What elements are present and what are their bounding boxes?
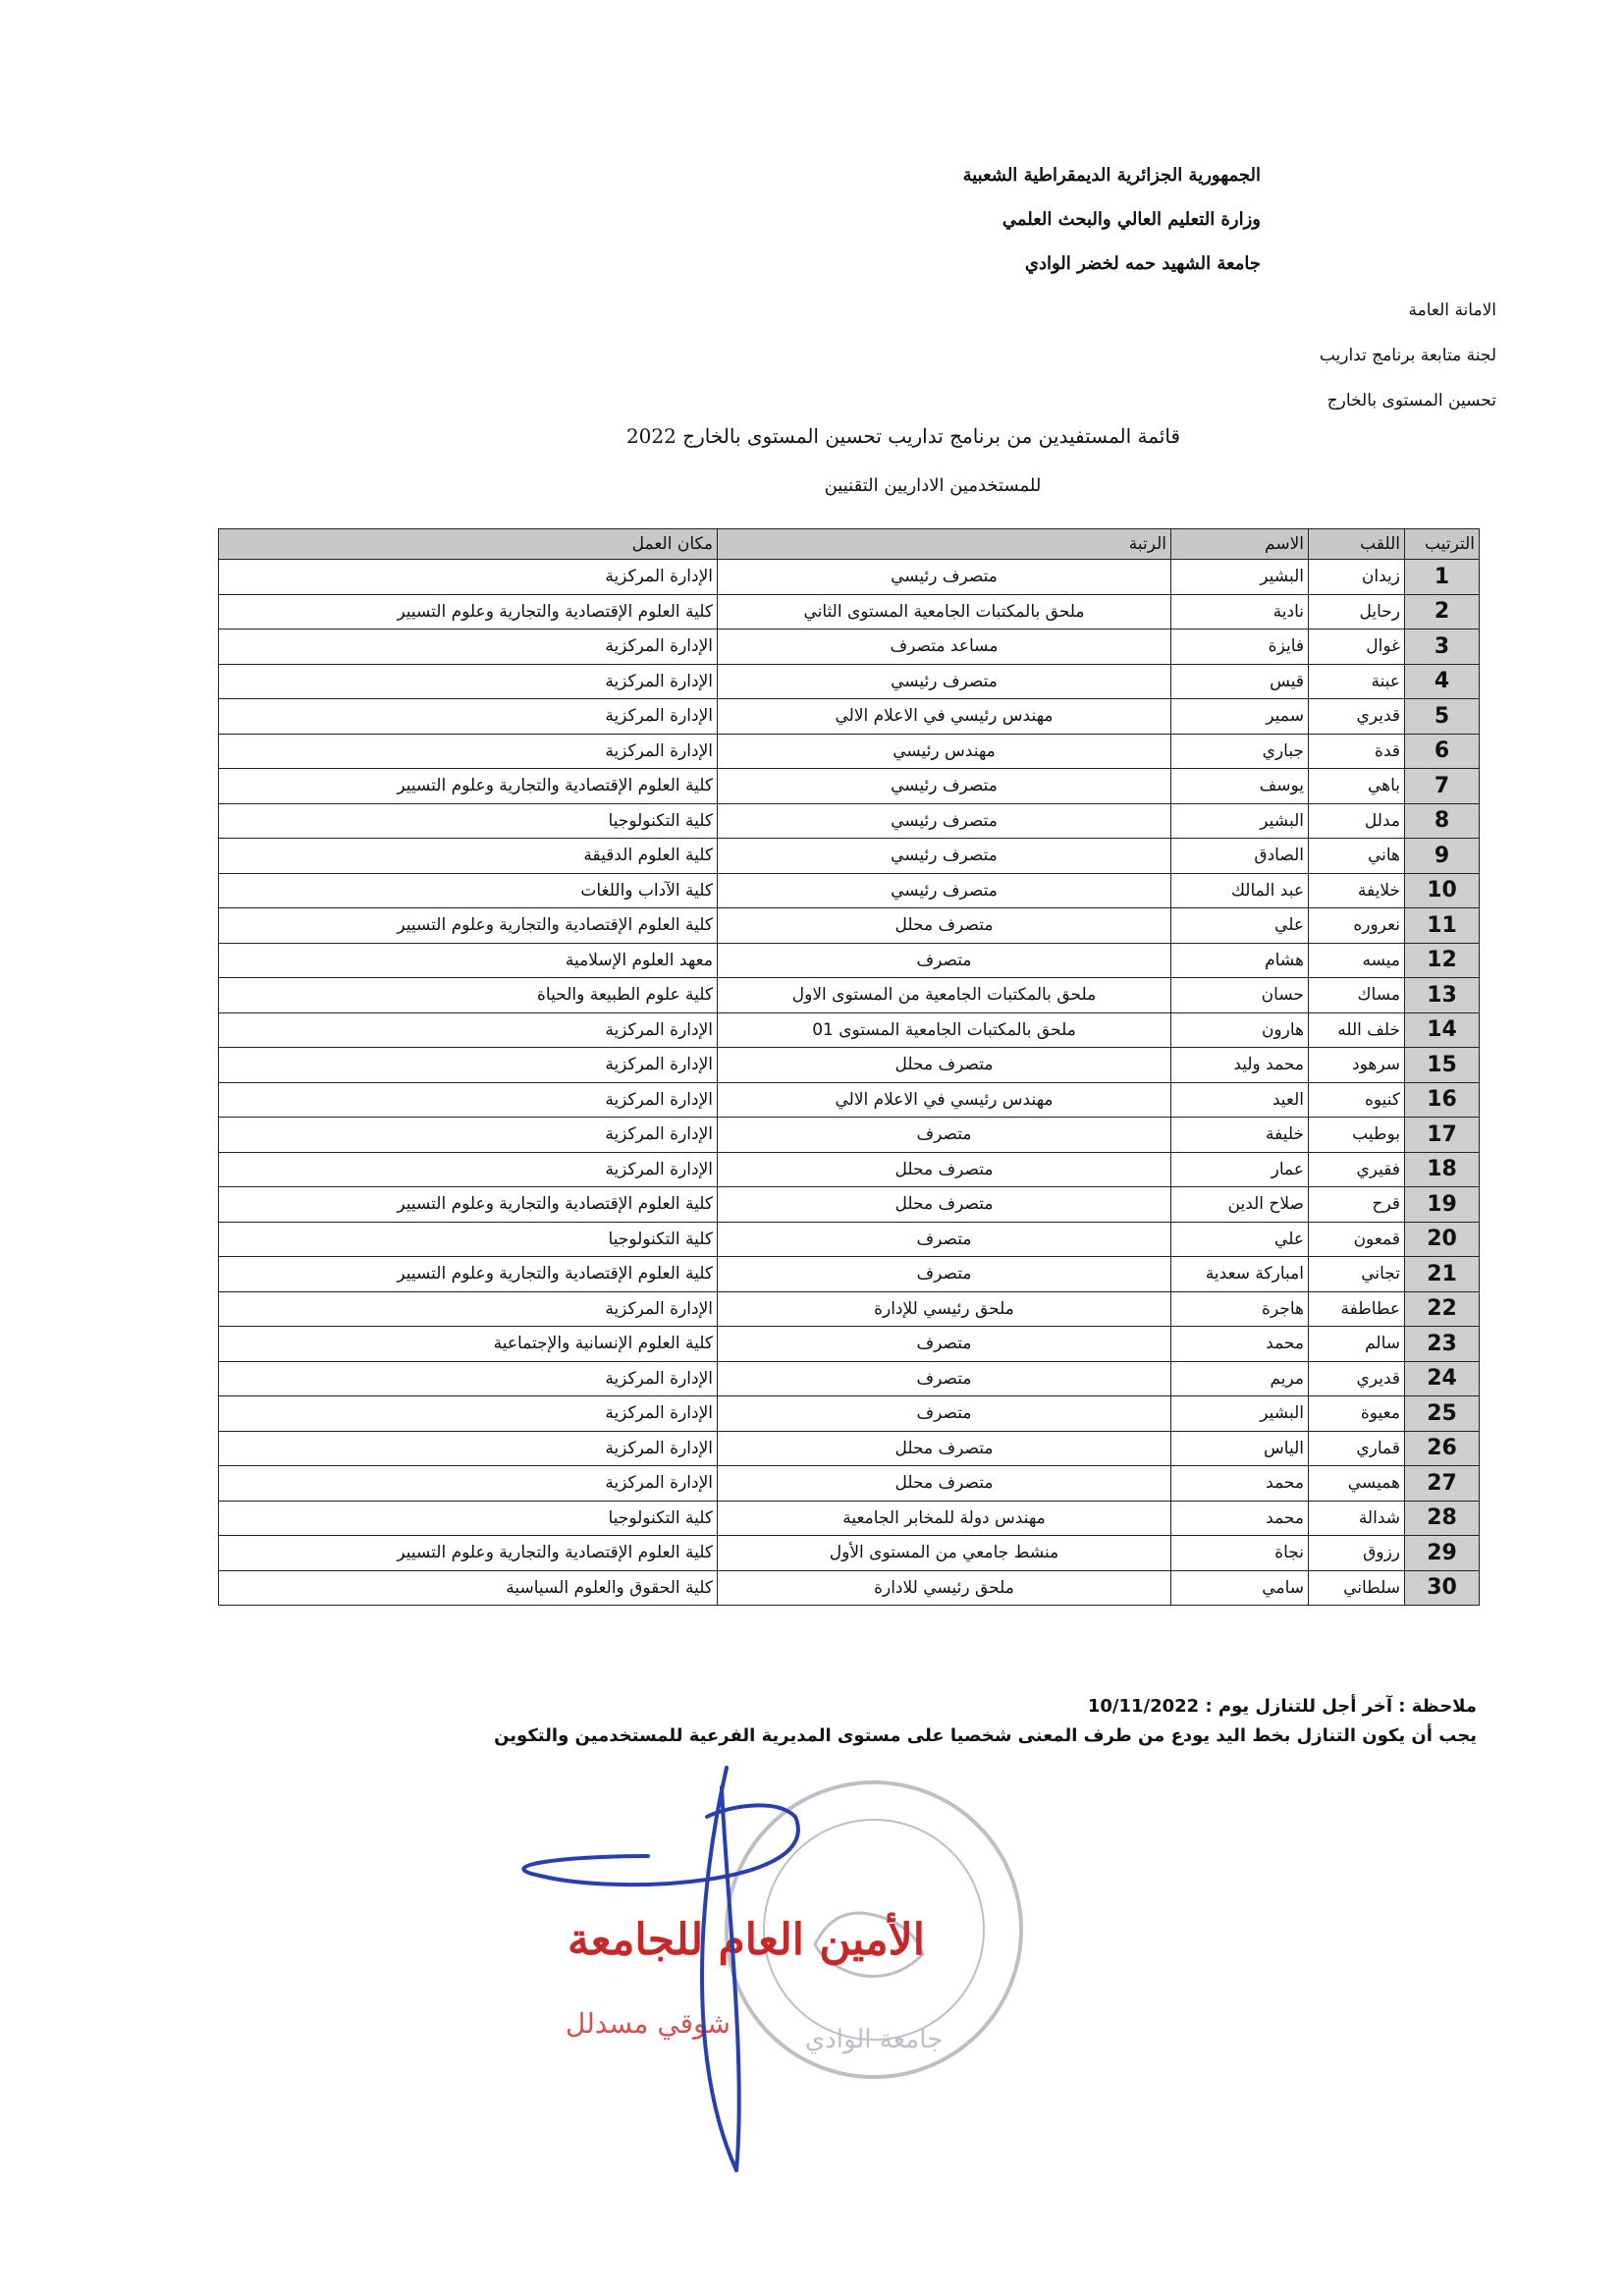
cell-grade: متصرف محلل [718, 908, 1171, 944]
cell-workplace: كلية العلوم الإقتصادية والتجارية وعلوم التسيير [219, 769, 718, 804]
cell-rank: 28 [1405, 1501, 1480, 1536]
table-row [219, 1152, 1480, 1187]
cell-firstname: علي [1171, 908, 1309, 944]
cell-grade: متصرف رئيسي [718, 803, 1171, 839]
cell-rank: 4 [1405, 664, 1480, 699]
cell-firstname: مريم [1171, 1361, 1309, 1396]
table-row [219, 699, 1480, 735]
cell-rank: 7 [1405, 769, 1480, 804]
table-row [219, 1396, 1480, 1432]
table-row [219, 560, 1480, 595]
cell-surname: قمعون [1309, 1222, 1405, 1257]
cell-workplace: كلية العلوم الإقتصادية والتجارية وعلوم التسيير [219, 1257, 718, 1292]
table-row [219, 1082, 1480, 1118]
cell-grade: متصرف [718, 1361, 1171, 1396]
cell-firstname: صلاح الدين [1171, 1187, 1309, 1223]
cell-workplace: كلية العلوم الإقتصادية والتجارية وعلوم التسيير [219, 594, 718, 629]
table-row [219, 734, 1480, 769]
cell-workplace: الإدارة المركزية [219, 664, 718, 699]
cell-firstname: هاجرة [1171, 1291, 1309, 1327]
table-row [219, 1048, 1480, 1083]
cell-rank: 16 [1405, 1082, 1480, 1118]
cell-rank: 18 [1405, 1152, 1480, 1187]
cell-surname: قدة [1309, 734, 1405, 769]
cell-rank: 27 [1405, 1466, 1480, 1502]
cell-firstname: محمد [1171, 1501, 1309, 1536]
table-row [219, 1466, 1480, 1502]
cell-firstname: عمار [1171, 1152, 1309, 1187]
col-surname-header: اللقب [1309, 529, 1405, 560]
cell-firstname: محمد وليد [1171, 1048, 1309, 1083]
cell-rank: 19 [1405, 1187, 1480, 1223]
cell-firstname: حسان [1171, 978, 1309, 1013]
cell-grade: متصرف رئيسي [718, 664, 1171, 699]
cell-workplace: كلية الآداب واللغات [219, 873, 718, 908]
university-title: جامعة الشهيد حمه لخضر الوادي [1024, 253, 1261, 274]
cell-grade: متصرف محلل [718, 1048, 1171, 1083]
cell-workplace: الإدارة المركزية [219, 1291, 718, 1327]
document-title: قائمة المستفيدين من برنامج تداريب تحسين المستوى بالخارج 2022 [625, 424, 1181, 448]
cell-grade: متصرف [718, 1222, 1171, 1257]
document-subtitle: للمستخدمين الاداريين التقنيين [824, 475, 1042, 496]
cell-workplace: كلية العلوم الدقيقة [219, 839, 718, 874]
cell-surname: فقيري [1309, 1152, 1405, 1187]
cell-firstname: محمد [1171, 1466, 1309, 1502]
cell-workplace: الإدارة المركزية [219, 560, 718, 595]
col-firstname-header: الاسم [1171, 529, 1309, 560]
cell-firstname: البشير [1171, 1396, 1309, 1432]
cell-surname: سالم [1309, 1327, 1405, 1362]
stamp-name: شوقي مسدلل [566, 2007, 731, 2040]
table-body [219, 560, 1480, 1606]
cell-grade: متصرف محلل [718, 1431, 1171, 1466]
cell-rank: 20 [1405, 1222, 1480, 1257]
cell-firstname: الياس [1171, 1431, 1309, 1466]
cell-rank: 21 [1405, 1257, 1480, 1292]
cell-surname: باهي [1309, 769, 1405, 804]
cell-firstname: محمد [1171, 1327, 1309, 1362]
cell-surname: رحايل [1309, 594, 1405, 629]
cell-firstname: علي [1171, 1222, 1309, 1257]
cell-firstname: نجاة [1171, 1536, 1309, 1571]
cell-grade: متصرف رئيسي [718, 873, 1171, 908]
cell-grade: متصرف محلل [718, 1466, 1171, 1502]
col-rank-header: الترتيب [1405, 529, 1480, 560]
cell-surname: نعروره [1309, 908, 1405, 944]
cell-workplace: كلية العلوم الإقتصادية والتجارية وعلوم التسيير [219, 1187, 718, 1223]
stamp-title: الأمين العام للجامعة [568, 1915, 925, 1965]
cell-workplace: الإدارة المركزية [219, 734, 718, 769]
cell-rank: 22 [1405, 1291, 1480, 1327]
table-row [219, 664, 1480, 699]
cell-grade: متصرف [718, 943, 1171, 978]
cell-grade: متصرف رئيسي [718, 560, 1171, 595]
cell-firstname: البشير [1171, 803, 1309, 839]
ministry-title: وزارة التعليم العالي والبحث العلمي [1001, 209, 1261, 230]
beneficiaries-table [218, 528, 1480, 1606]
cell-rank: 3 [1405, 629, 1480, 665]
table-row [219, 1222, 1480, 1257]
country-title: الجمهورية الجزائرية الديمقراطية الشعبية [962, 165, 1261, 186]
deadline-note: ملاحظة : آخر أجل للتنازل يوم : 10/11/2022 [1087, 1696, 1477, 1717]
cell-rank: 9 [1405, 839, 1480, 874]
cell-surname: قرح [1309, 1187, 1405, 1223]
cell-rank: 23 [1405, 1327, 1480, 1362]
cell-grade: ملحق رئيسي للإدارة [718, 1291, 1171, 1327]
cell-grade: متصرف محلل [718, 1187, 1171, 1223]
cell-workplace: الإدارة المركزية [219, 1466, 718, 1502]
cell-grade: مهندس رئيسي [718, 734, 1171, 769]
table-row [219, 1570, 1480, 1606]
cell-workplace: الإدارة المركزية [219, 1396, 718, 1432]
cell-workplace: الإدارة المركزية [219, 1118, 718, 1153]
cell-rank: 12 [1405, 943, 1480, 978]
cell-firstname: جباري [1171, 734, 1309, 769]
cell-firstname: سامي [1171, 1570, 1309, 1606]
cell-grade: متصرف [718, 1118, 1171, 1153]
table-row [219, 943, 1480, 978]
cell-grade: متصرف رئيسي [718, 769, 1171, 804]
cell-rank: 1 [1405, 560, 1480, 595]
cell-rank: 24 [1405, 1361, 1480, 1396]
signature-stamp [501, 1748, 1070, 2180]
cell-grade: مساعد متصرف [718, 629, 1171, 665]
cell-firstname: نادية [1171, 594, 1309, 629]
table-row [219, 1501, 1480, 1536]
cell-workplace: كلية علوم الطبيعة والحياة [219, 978, 718, 1013]
cell-grade: منشط جامعي من المستوى الأول [718, 1536, 1171, 1571]
cell-firstname: يوسف [1171, 769, 1309, 804]
cell-surname: كنيوه [1309, 1082, 1405, 1118]
cell-grade: مهندس رئيسي في الاعلام الالي [718, 699, 1171, 735]
cell-rank: 15 [1405, 1048, 1480, 1083]
cell-workplace: كلية العلوم الإنسانية والإجتماعية [219, 1327, 718, 1362]
cell-firstname: هارون [1171, 1012, 1309, 1048]
cell-surname: تجاني [1309, 1257, 1405, 1292]
table-row [219, 1327, 1480, 1362]
cell-rank: 10 [1405, 873, 1480, 908]
cell-grade: ملحق بالمكتبات الجامعية من المستوى الاول [718, 978, 1171, 1013]
cell-grade: متصرف محلل [718, 1152, 1171, 1187]
cell-surname: قماري [1309, 1431, 1405, 1466]
cell-firstname: العيد [1171, 1082, 1309, 1118]
table-row [219, 873, 1480, 908]
cell-surname: مساك [1309, 978, 1405, 1013]
cell-workplace: الإدارة المركزية [219, 1361, 718, 1396]
cell-rank: 14 [1405, 1012, 1480, 1048]
committee-subtitle: تحسين المستوى بالخارج [1326, 391, 1496, 410]
cell-grade: مهندس دولة للمخابر الجامعية [718, 1501, 1171, 1536]
table-row [219, 769, 1480, 804]
table-row [219, 1536, 1480, 1571]
cell-surname: عبنة [1309, 664, 1405, 699]
cell-firstname: هشام [1171, 943, 1309, 978]
cell-workplace: الإدارة المركزية [219, 1012, 718, 1048]
col-grade-header: الرتبة [718, 529, 1171, 560]
cell-grade: متصرف [718, 1327, 1171, 1362]
cell-surname: شدالة [1309, 1501, 1405, 1536]
cell-workplace: كلية العلوم الإقتصادية والتجارية وعلوم التسيير [219, 1536, 718, 1571]
table-row [219, 1118, 1480, 1153]
cell-surname: عطاطفة [1309, 1291, 1405, 1327]
cell-rank: 13 [1405, 978, 1480, 1013]
table-header-row [219, 529, 1480, 560]
cell-firstname: فايزة [1171, 629, 1309, 665]
table-row [219, 1257, 1480, 1292]
col-workplace-header: مكان العمل [219, 529, 718, 560]
cell-rank: 2 [1405, 594, 1480, 629]
cell-surname: هميسي [1309, 1466, 1405, 1502]
cell-surname: هاني [1309, 839, 1405, 874]
cell-workplace: كلية التكنولوجيا [219, 1501, 718, 1536]
instruction-note: يجب أن يكون التنازل بخط اليد يودع من طرف المعنى شخصيا على مستوى المديرية الفرعية للمستخدمين والتكوين [494, 1725, 1477, 1746]
cell-surname: سرهود [1309, 1048, 1405, 1083]
cell-surname: رزوق [1309, 1536, 1405, 1571]
cell-rank: 6 [1405, 734, 1480, 769]
cell-surname: معيوة [1309, 1396, 1405, 1432]
table-row [219, 629, 1480, 665]
cell-surname: غوال [1309, 629, 1405, 665]
table-row [219, 839, 1480, 874]
cell-surname: ميسه [1309, 943, 1405, 978]
cell-grade: متصرف [718, 1257, 1171, 1292]
cell-surname: خلايفة [1309, 873, 1405, 908]
table-row [219, 1361, 1480, 1396]
table-row [219, 1291, 1480, 1327]
cell-workplace: الإدارة المركزية [219, 1152, 718, 1187]
cell-surname: قديري [1309, 699, 1405, 735]
cell-grade: ملحق بالمكتبات الجامعية المستوى 01 [718, 1012, 1171, 1048]
cell-grade: متصرف رئيسي [718, 839, 1171, 874]
cell-workplace: الإدارة المركزية [219, 1431, 718, 1466]
table-row [219, 1187, 1480, 1223]
cell-rank: 30 [1405, 1570, 1480, 1606]
cell-firstname: امباركة سعدية [1171, 1257, 1309, 1292]
table-row [219, 594, 1480, 629]
table-row [219, 978, 1480, 1013]
cell-grade: ملحق رئيسي للادارة [718, 1570, 1171, 1606]
cell-rank: 8 [1405, 803, 1480, 839]
table-row [219, 908, 1480, 944]
table-row [219, 803, 1480, 839]
cell-grade: مهندس رئيسي في الاعلام الالي [718, 1082, 1171, 1118]
cell-workplace: كلية التكنولوجيا [219, 803, 718, 839]
signature-icon [523, 1768, 798, 2170]
cell-workplace: كلية العلوم الإقتصادية والتجارية وعلوم التسيير [219, 908, 718, 944]
committee-name: لجنة متابعة برنامج تداريب [1319, 346, 1496, 365]
cell-firstname: خليفة [1171, 1118, 1309, 1153]
cell-workplace: معهد العلوم الإسلامية [219, 943, 718, 978]
cell-surname: خلف الله [1309, 1012, 1405, 1048]
cell-grade: ملحق بالمكتبات الجامعية المستوى الثاني [718, 594, 1171, 629]
cell-rank: 17 [1405, 1118, 1480, 1153]
table-row [219, 1431, 1480, 1466]
cell-firstname: عبد المالك [1171, 873, 1309, 908]
seal-text: جامعة الوادي [804, 2025, 944, 2054]
cell-workplace: كلية التكنولوجيا [219, 1222, 718, 1257]
cell-surname: سلطاني [1309, 1570, 1405, 1606]
table-row [219, 1012, 1480, 1048]
cell-rank: 29 [1405, 1536, 1480, 1571]
cell-surname: قديري [1309, 1361, 1405, 1396]
cell-firstname: الصادق [1171, 839, 1309, 874]
cell-workplace: كلية الحقوق والعلوم السياسية [219, 1570, 718, 1606]
cell-firstname: البشير [1171, 560, 1309, 595]
cell-rank: 26 [1405, 1431, 1480, 1466]
cell-workplace: الإدارة المركزية [219, 1048, 718, 1083]
cell-firstname: قيس [1171, 664, 1309, 699]
cell-workplace: الإدارة المركزية [219, 629, 718, 665]
cell-surname: مدلل [1309, 803, 1405, 839]
cell-surname: زيدان [1309, 560, 1405, 595]
cell-workplace: الإدارة المركزية [219, 1082, 718, 1118]
cell-rank: 5 [1405, 699, 1480, 735]
cell-rank: 11 [1405, 908, 1480, 944]
cell-rank: 25 [1405, 1396, 1480, 1432]
cell-firstname: سمير [1171, 699, 1309, 735]
cell-surname: بوطيب [1309, 1118, 1405, 1153]
department-name: الامانة العامة [1408, 301, 1496, 320]
cell-workplace: الإدارة المركزية [219, 699, 718, 735]
cell-grade: متصرف [718, 1396, 1171, 1432]
